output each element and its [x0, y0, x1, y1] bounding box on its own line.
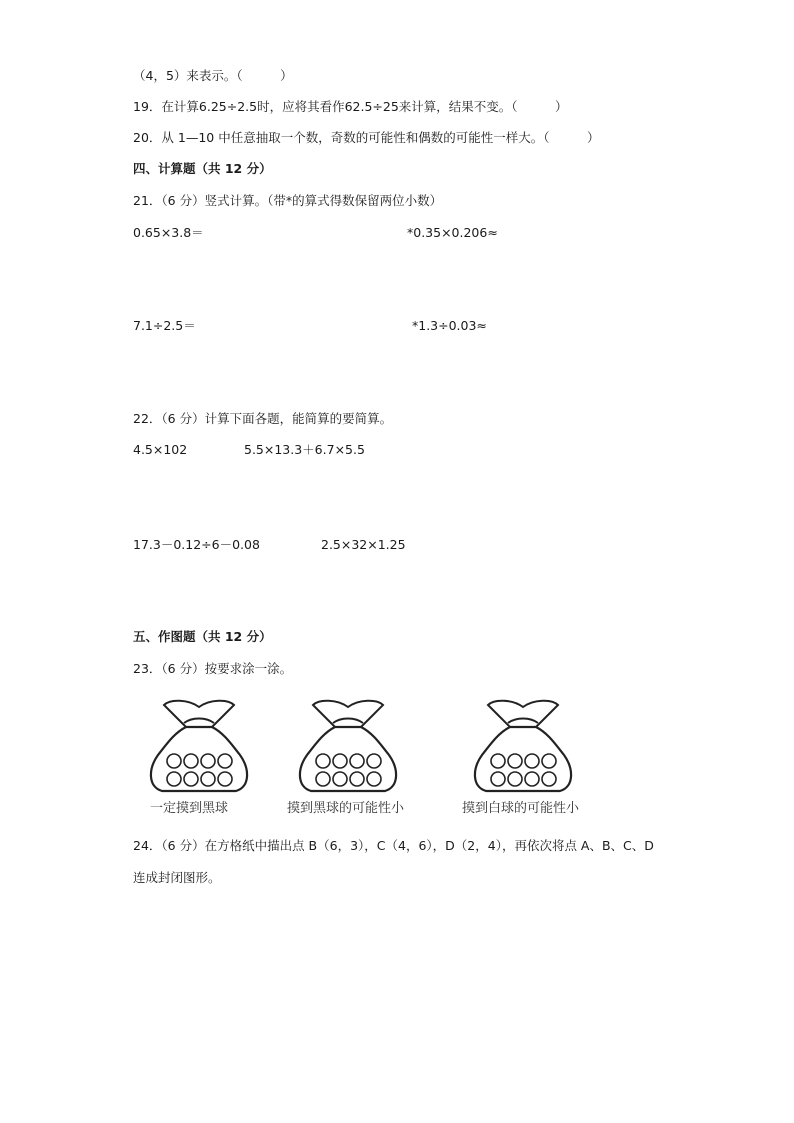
- question-19: 19．在计算6.25÷2.5时，应将其看作62.5÷25来计算，结果不变。（ ）: [133, 99, 568, 114]
- expression-2.5x32x1.25: 2.5×32×1.25: [321, 537, 406, 552]
- expression-4.5x102: 4.5×102: [133, 442, 188, 457]
- question-24: 24．（6 分）在方格纸中描出点 B（6，3），C（4，6），D（2，4），再依次将点 A、B、C、D: [133, 838, 654, 853]
- question-24-continued: 连成封闭图形。: [133, 870, 221, 885]
- expression-5.5x13.3: 5.5×13.3＋6.7×5.5: [244, 442, 365, 457]
- bag-3-caption: 摸到白球的可能性小: [462, 801, 580, 816]
- bag-1-caption: 一定摸到黑球: [150, 801, 229, 816]
- continued-question-text: （4，5）来表示。（ ）: [133, 68, 293, 83]
- section-heading-calculation: 四、计算题（共 12 分）: [133, 161, 272, 176]
- ball-bag-1: [144, 697, 254, 795]
- ball-bag-2: [293, 697, 403, 795]
- question-22: 22．（6 分）计算下面各题，能简算的要简算。: [133, 411, 393, 426]
- question-23: 23．（6 分）按要求涂一涂。: [133, 661, 293, 676]
- expression-1.3div0.03: *1.3÷0.03≈: [412, 318, 487, 333]
- question-20: 20．从 1—10 中任意抽取一个数，奇数的可能性和偶数的可能性一样大。（ ）: [133, 130, 600, 145]
- section-heading-drawing: 五、作图题（共 12 分）: [133, 629, 272, 644]
- expression-0.35x0.206: *0.35×0.206≈: [407, 225, 498, 240]
- bag-2-caption: 摸到黑球的可能性小: [287, 801, 405, 816]
- expression-17.3: 17.3－0.12÷6－0.08: [133, 537, 260, 552]
- expression-0.65x3.8: 0.65×3.8＝: [133, 225, 204, 240]
- expression-7.1div2.5: 7.1÷2.5＝: [133, 318, 196, 333]
- question-21: 21．（6 分）竖式计算。（带*的算式得数保留两位小数）: [133, 193, 443, 208]
- ball-bag-3: [468, 697, 578, 795]
